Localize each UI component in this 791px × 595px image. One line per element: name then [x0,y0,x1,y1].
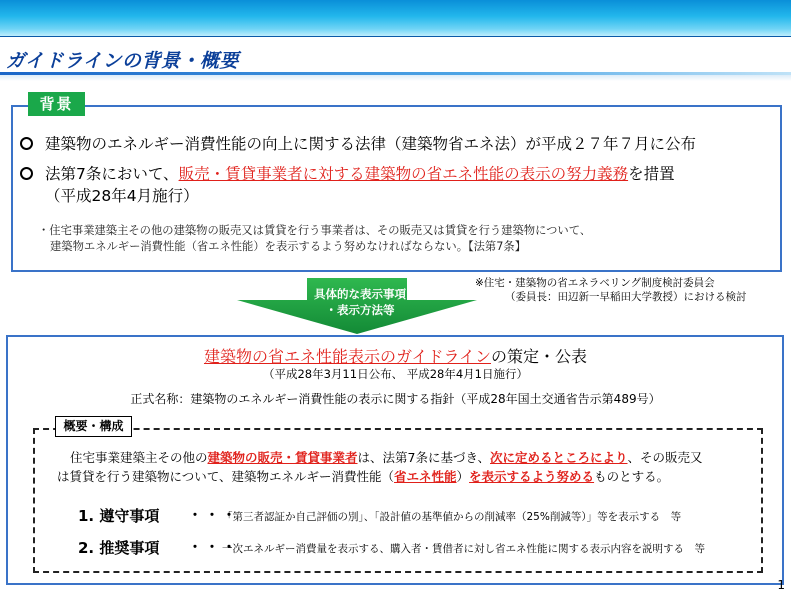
para1-c: は、法第7条に基づき、 [357,450,490,465]
circle-bullet-icon [20,167,33,180]
guideline-heading [0,344,791,367]
para2-emphasis-2: を表示するよう努める [469,469,595,484]
law-note-line1: ・住宅事業建築主その他の建築物の販売又は賃貸を行う事業者は、その販売又は賃貸を行う建築物について、 [38,224,592,237]
top-banner [0,0,791,36]
item-compliance-dots: ・・・ [188,508,239,524]
guideline-heading-emphasis: 建築物の省エネ性能表示のガイドライン [203,347,492,366]
background-bullet-1 [20,133,696,155]
guideline-formal-name: 正式名称：建築物のエネルギー消費性能の表示に関する指針（平成28年国土交通省告示第489号） [130,392,661,406]
para1-a: 住宅事業建築主その他の [70,450,208,465]
bullet-2-post: を措置 [628,165,675,183]
committee-note-line1: ※住宅・建築物の省エネラベリング制度検討委員会 [475,277,715,289]
item-recommended-desc: 一次エネルギー消費量を表示する、購入者・賃借者に対し省エネ性能に関する表示内容を説明する 等 [222,543,705,555]
para1-e: 、その販売又 [627,450,703,465]
bullet-2-line2: （平成28年4月施行） [45,187,199,205]
arrow-label-line2: ・表示方法等 [325,303,395,317]
title-underline-shadow [0,75,791,81]
page-title: ガイドラインの背景・概要 [6,50,239,72]
item-recommended-dots: ・・・ [188,540,239,556]
top-banner-rule [0,36,791,37]
bullet-1-text: 建築物のエネルギー消費性能の向上に関する法律（建築物省エネ法）が平成２７年７月に公布 [45,135,697,153]
guideline-dates: （平成28年3月11日公布、 平成28年4月1日施行） [262,367,528,381]
para1-emphasis-2: 次に定めるところにより [490,450,628,465]
committee-note [475,276,747,304]
item-recommended-label: 2. 推奨事項 [78,539,160,557]
circle-bullet-icon [20,137,33,150]
background-bullet-2 [20,163,675,185]
law-note-line2: 建築物エネルギー消費性能（省エネ性能）を表示するよう努めなければならない。【法第7条】 [50,240,527,253]
para1-emphasis-1: 建築物の販売・賃貸事業者 [207,450,358,465]
overview-paragraph-line2 [57,467,669,485]
arrow-label [305,286,415,318]
para2-e: ものとする。 [594,469,670,484]
bullet-2-pre: 法第7条において、 [45,165,179,183]
background-tag: 背景 [28,92,85,116]
para2-c: ） [456,469,470,484]
bullet-2-emphasis: 販売・賃貸事業者に対する建築物の省エネ性能の表示の努力義務 [178,165,629,183]
para2-emphasis-1: 省エネ性能 [394,469,457,484]
overview-tag: 概要・構成 [55,416,132,437]
item-compliance-desc: 「第三者認証か自己評価の別」、「設計値の基準値からの削減率（25%削減等）」等を表示する 等 [222,511,682,523]
committee-note-line2: （委員長：田辺新一早稲田大学教授）における検討 [505,291,747,303]
para2-a: は賃貸を行う建築物について、建築物エネルギー消費性能（ [57,469,395,484]
overview-paragraph-line1 [70,448,703,466]
guideline-heading-post: の策定・公表 [491,347,588,366]
page-number: 1 [777,578,785,592]
item-compliance-label: 1. 遵守事項 [78,507,160,525]
arrow-label-line1: 具体的な表示事項 [314,287,406,301]
